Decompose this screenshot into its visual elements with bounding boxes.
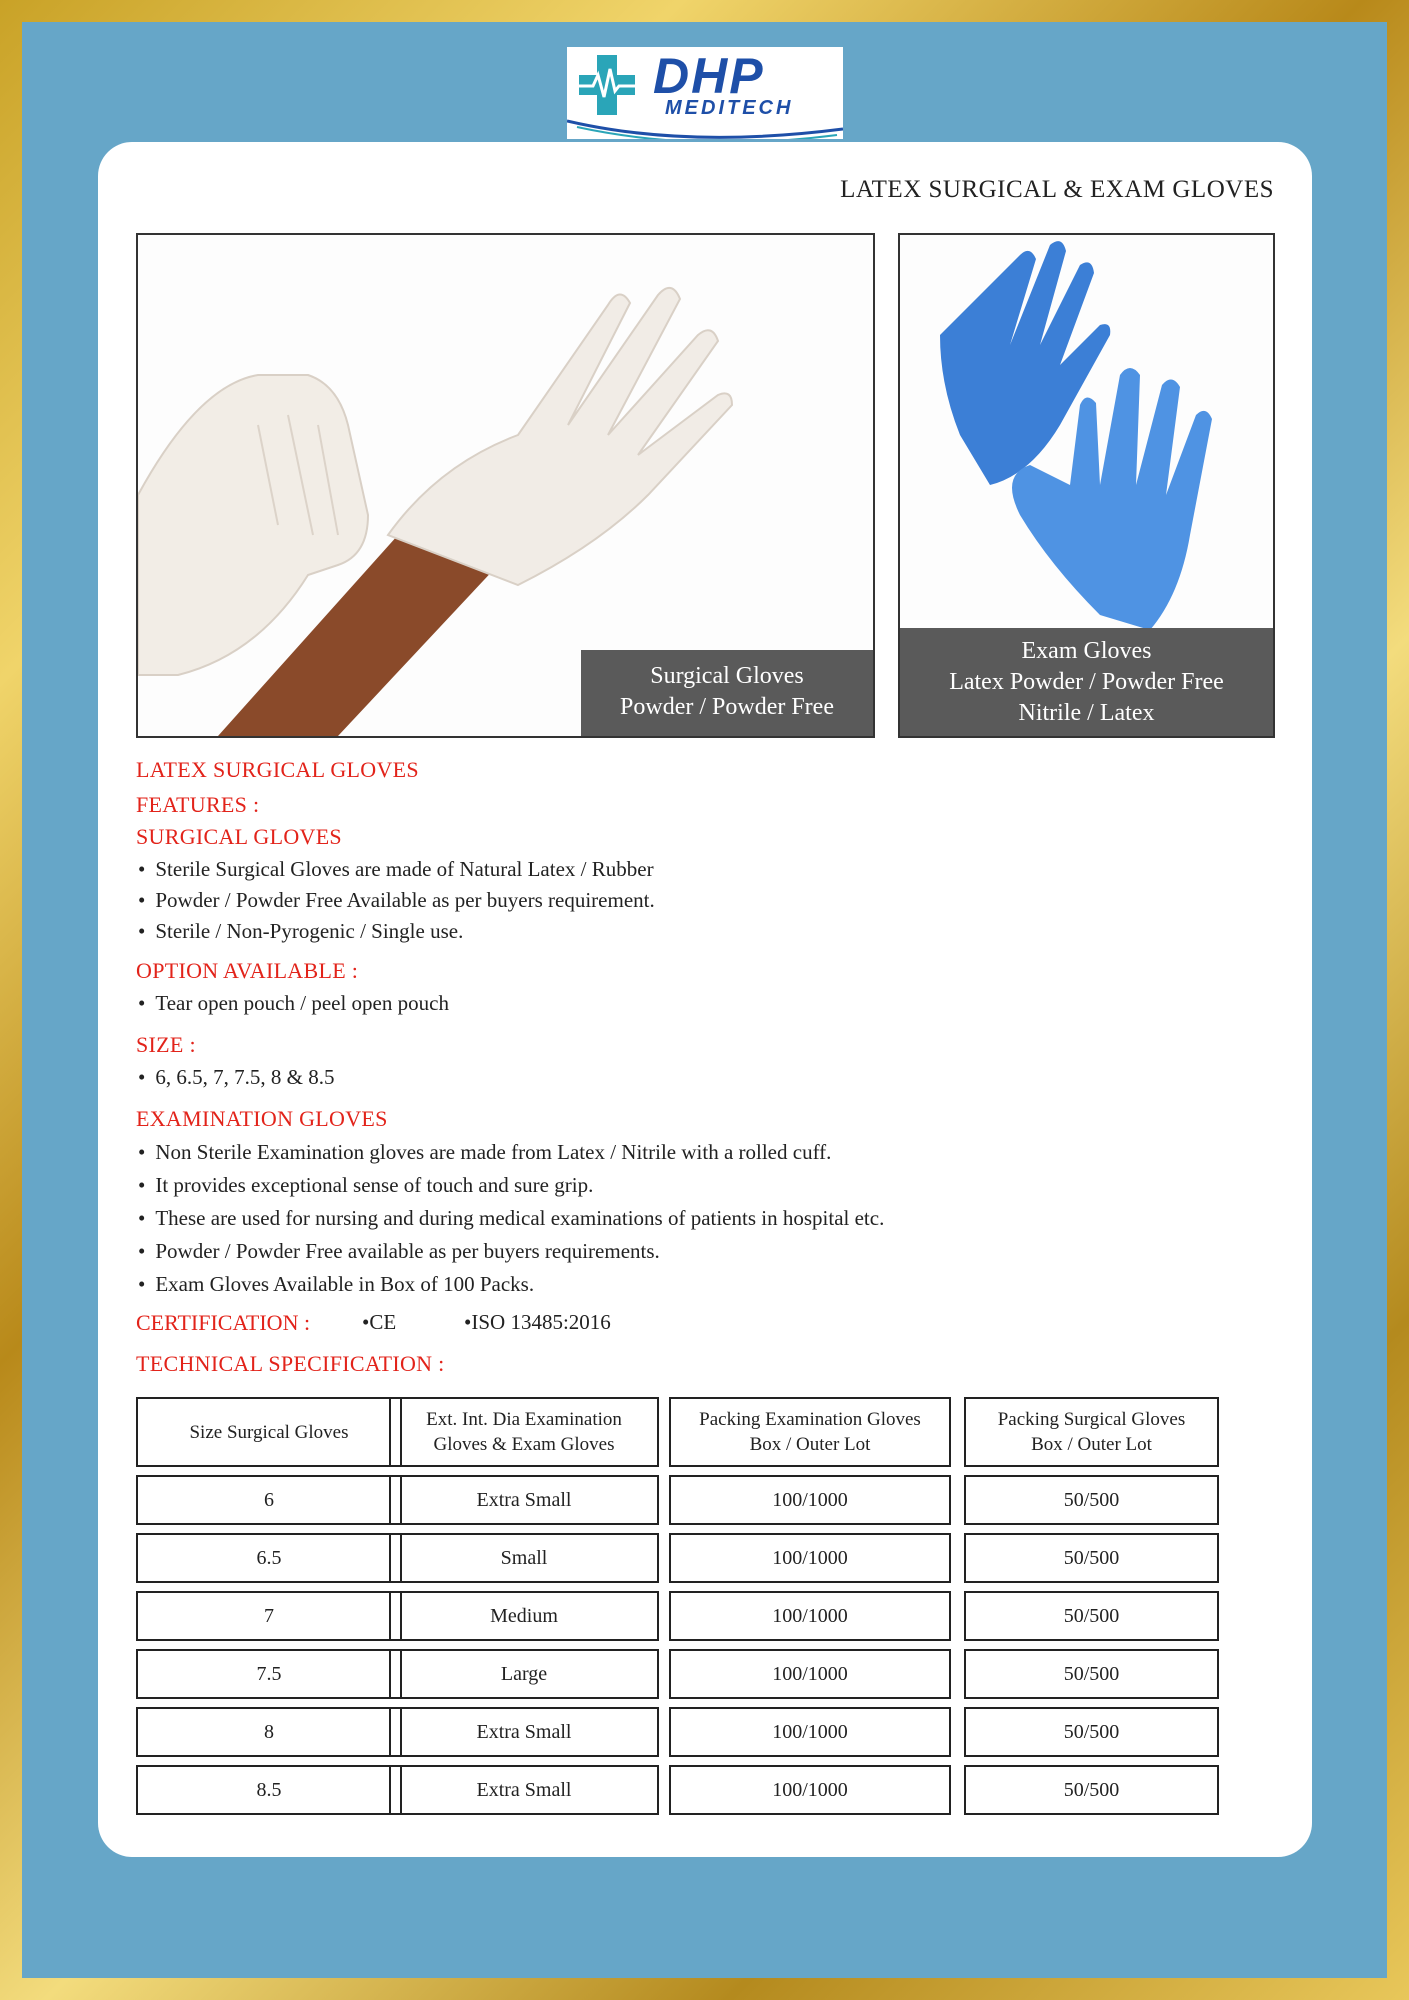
dia-cell: Extra Small <box>389 1707 659 1757</box>
surgical-packing-cell: 50/500 <box>964 1707 1219 1757</box>
size-cell: 6.5 <box>136 1533 402 1583</box>
list-item: • It provides exceptional sense of touch and sure grip. <box>136 1169 884 1202</box>
exam-packing-cell: 100/1000 <box>669 1533 951 1583</box>
exam-caption-line: Exam Gloves <box>1021 638 1152 664</box>
logo-swoosh <box>567 109 843 139</box>
surgical-packing-cell: 50/500 <box>964 1533 1219 1583</box>
exam-packing-cell: 100/1000 <box>669 1475 951 1525</box>
dia-cell: Medium <box>389 1591 659 1641</box>
exam-packing-cell: 100/1000 <box>669 1707 951 1757</box>
option-bullet-list <box>136 988 449 1019</box>
logo-subtitle: MEDITECH <box>665 97 794 119</box>
exam-bullet-list <box>136 1136 884 1301</box>
certification-ce: •CE <box>362 1310 397 1334</box>
list-item: • Tear open pouch / peel open pouch <box>136 988 449 1019</box>
surgical-caption-line: Powder / Powder Free <box>620 694 834 720</box>
surgical-packing-cell: 50/500 <box>964 1475 1219 1525</box>
surgical-packing-cell: 50/500 <box>964 1591 1219 1641</box>
surgical-caption <box>581 650 873 736</box>
exam-caption <box>900 628 1273 736</box>
surgical-packing-cell: 50/500 <box>964 1765 1219 1815</box>
exam-packing-cell: 100/1000 <box>669 1649 951 1699</box>
dia-cell: Extra Small <box>389 1765 659 1815</box>
features-heading: FEATURES : <box>136 792 260 817</box>
size-cell: 6 <box>136 1475 402 1525</box>
size-heading: SIZE : <box>136 1032 196 1057</box>
option-heading: OPTION AVAILABLE : <box>136 958 359 983</box>
list-item: • Sterile / Non-Pyrogenic / Single use. <box>136 916 655 947</box>
exam-packing-cell: 100/1000 <box>669 1591 951 1641</box>
list-item: • Non Sterile Examination gloves are made from Latex / Nitrile with a rolled cuff. <box>136 1136 884 1169</box>
list-item: • Exam Gloves Available in Box of 100 Packs. <box>136 1268 884 1301</box>
exam-caption-line: Nitrile / Latex <box>1018 700 1155 726</box>
surgical-caption-line: Surgical Gloves <box>650 663 804 689</box>
technical-specification-heading: TECHNICAL SPECIFICATION : <box>136 1351 445 1376</box>
table-header-cell: Ext. Int. Dia Examination Gloves & Exam Gloves <box>389 1397 659 1467</box>
certification-label: CERTIFICATION : <box>136 1310 311 1335</box>
latex-surgical-heading: LATEX SURGICAL GLOVES <box>136 757 419 782</box>
size-cell: 8.5 <box>136 1765 402 1815</box>
examination-gloves-heading: EXAMINATION GLOVES <box>136 1106 388 1131</box>
exam-gloves-photo <box>898 233 1275 738</box>
dia-cell: Extra Small <box>389 1475 659 1525</box>
size-cell: 7 <box>136 1591 402 1641</box>
surgical-gloves-photo <box>136 233 875 738</box>
brand-logo <box>567 47 843 139</box>
list-item: • Powder / Powder Free available as per buyers requirements. <box>136 1235 884 1268</box>
list-item: • Powder / Powder Free Available as per buyers requirement. <box>136 885 655 916</box>
nitrile-glove-photo-icon <box>900 235 1273 630</box>
table-header-cell: Packing Examination Gloves Box / Outer Lot <box>669 1397 951 1467</box>
page-title: LATEX SURGICAL & EXAM GLOVES <box>840 176 1274 203</box>
certification-iso: •ISO 13485:2016 <box>464 1310 611 1334</box>
surgical-bullet-list <box>136 854 655 947</box>
size-cell: 7.5 <box>136 1649 402 1699</box>
list-item: • These are used for nursing and during medical examinations of patients in hospital etc. <box>136 1202 884 1235</box>
size-cell: 8 <box>136 1707 402 1757</box>
content-card <box>98 142 1312 1857</box>
surgical-packing-cell: 50/500 <box>964 1649 1219 1699</box>
exam-caption-line: Latex Powder / Powder Free <box>949 669 1224 695</box>
dia-cell: Large <box>389 1649 659 1699</box>
exam-packing-cell: 100/1000 <box>669 1765 951 1815</box>
dia-cell: Small <box>389 1533 659 1583</box>
list-item: • Sterile Surgical Gloves are made of Natural Latex / Rubber <box>136 854 655 885</box>
surgical-gloves-heading: SURGICAL GLOVES <box>136 824 342 849</box>
table-header-cell: Size Surgical Gloves <box>136 1397 402 1467</box>
table-header-cell: Packing Surgical Gloves Box / Outer Lot <box>964 1397 1219 1467</box>
size-bullet-list <box>136 1062 334 1093</box>
medical-cross-icon <box>577 53 637 117</box>
logo-brand-text: DHP <box>653 48 765 104</box>
list-item: • 6, 6.5, 7, 7.5, 8 & 8.5 <box>136 1062 334 1093</box>
